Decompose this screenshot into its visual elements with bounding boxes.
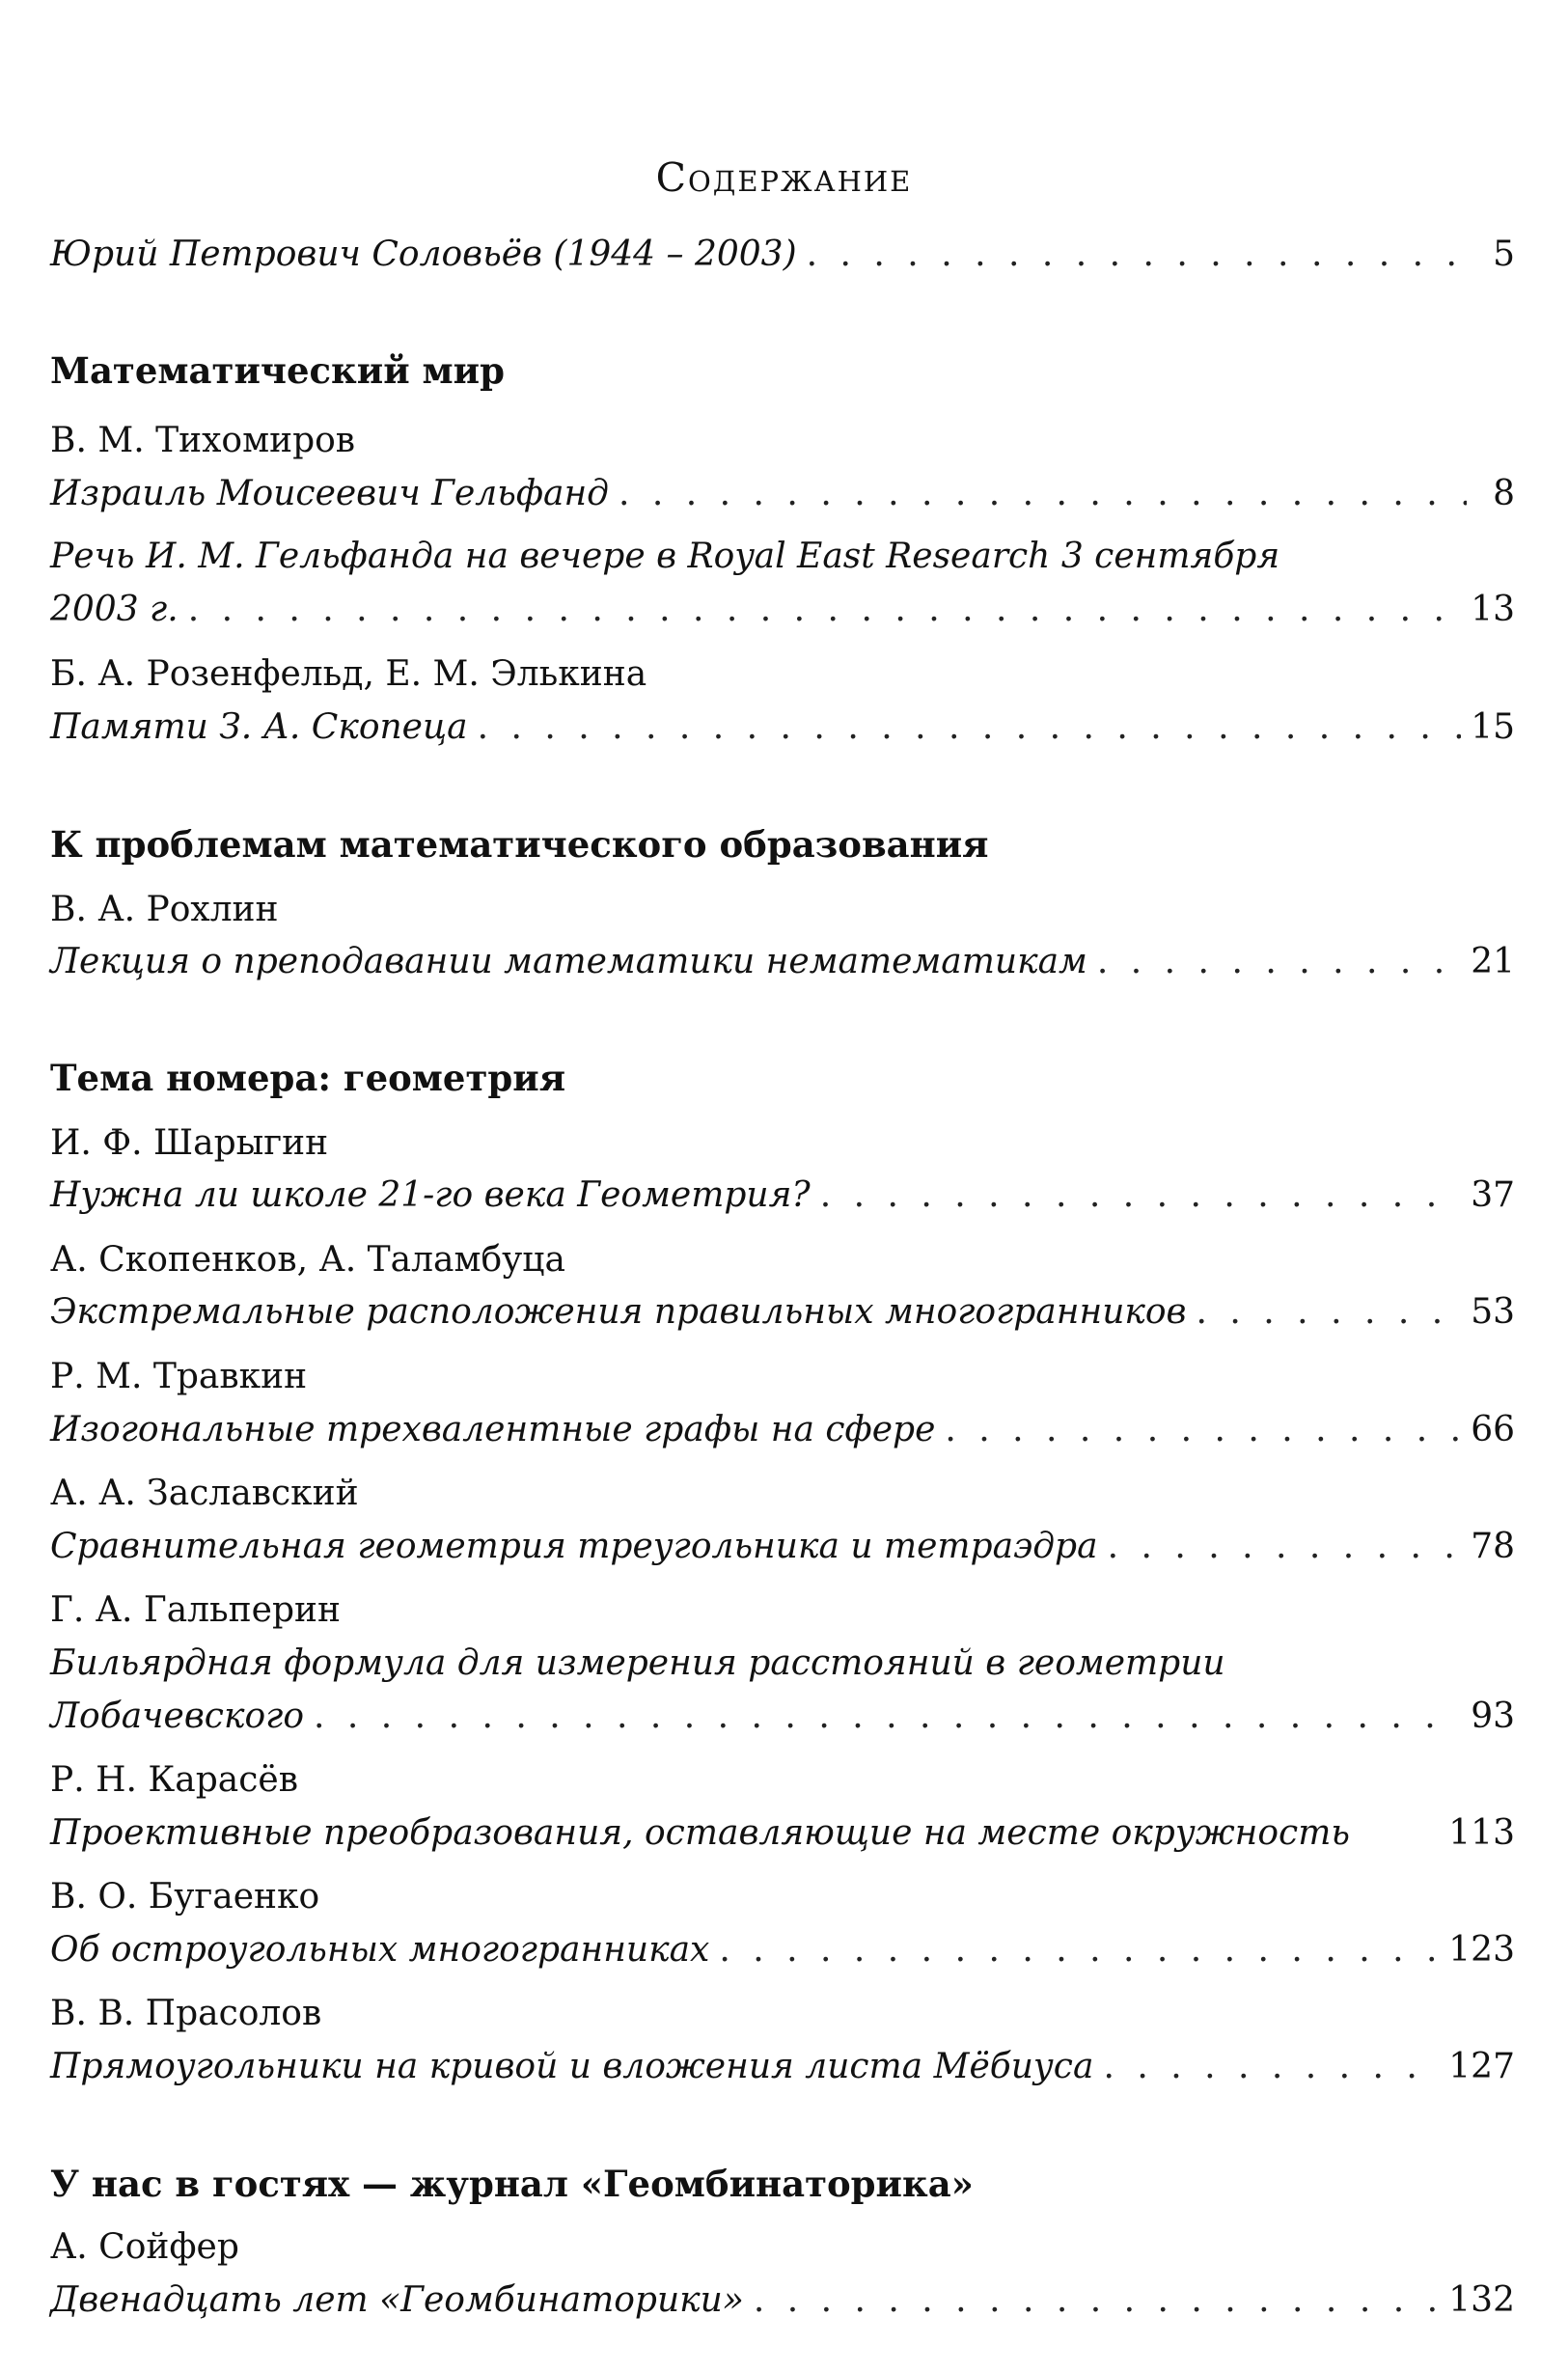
entry-page: 66 [1471,1410,1515,1449]
toc-entry[interactable] [50,2275,1515,2327]
toc-entry[interactable] [50,229,1515,281]
leader-dots [188,584,1461,636]
section-heading: К проблемам математического образования [50,823,989,866]
toc-entry[interactable] [50,1404,1515,1456]
author: В. О. Бугаенко [50,1877,320,1917]
entry-title: Сравнительная геометрия треугольника и тетраэдра [50,1527,1098,1566]
toc-entry[interactable] [50,1691,1515,1743]
author: Р. М. Травкин [50,1357,308,1396]
entry-page: 53 [1471,1292,1515,1332]
author: В. М. Тихомиров [50,421,356,460]
entry-title: Лобачевского [50,1696,305,1736]
author: В. А. Рохлин [50,890,279,929]
entry-title: 2003 г. [50,590,179,629]
section-heading: У нас в гостях — журнал «Геомбинаторика» [50,2163,974,2205]
leader-dots [807,229,1467,281]
entry-title: Экстремальные расположения правильных многогранников [50,1292,1187,1332]
author: Р. Н. Карасёв [50,1760,298,1800]
leader-dots [820,1170,1461,1222]
toc-entry[interactable] [50,702,1515,754]
author: А. Сойфер [50,2227,239,2267]
entry-page: 15 [1471,707,1515,747]
toc-entry[interactable] [50,1170,1515,1222]
leader-dots [945,1404,1461,1456]
leader-dots [1103,2041,1439,2093]
leader-dots [754,2275,1439,2327]
entry-title-line[interactable]: Речь И. М. Гельфанда на вечере в Royal East Research 3 сентября [50,537,1280,576]
leader-dots [619,468,1467,520]
entry-title: Об остроугольных многогранниках [50,1930,710,1970]
author: Б. А. Розенфельд, Е. М. Элькина [50,654,647,694]
toc-entry[interactable] [50,1286,1515,1338]
entry-page: 5 [1493,234,1515,274]
toc-entry[interactable] [50,584,1515,636]
author: А. Скопенков, А. Таламбуца [50,1240,565,1280]
entry-page: 93 [1471,1696,1515,1736]
entry-page: 8 [1493,474,1515,513]
page-title: Содержание [655,154,913,201]
toc-entry[interactable] [50,1924,1515,1976]
author: В. В. Прасолов [50,1994,322,2033]
leader-dots [1097,936,1461,988]
entry-title: Проективные преобразования, оставляющие на месте окружность [50,1813,1350,1853]
entry-page: 127 [1448,2047,1515,2086]
entry-title: Прямоугольники на кривой и вложения листа Мёбиуса [50,2047,1094,2086]
entry-title: Лекция о преподавании математики нематематикам [50,942,1087,981]
entry-page: 37 [1471,1175,1515,1215]
entry-title: Нужна ли школе 21-го века Геометрия? [50,1175,811,1215]
section-heading: Тема номера: геометрия [50,1057,566,1099]
leader-dots [719,1924,1439,1976]
leader-dots [1108,1521,1462,1573]
entry-page: 113 [1448,1813,1515,1853]
toc-entry[interactable] [50,936,1515,988]
leader-dots [478,702,1462,754]
entry-page: 13 [1471,590,1515,629]
toc-entry[interactable] [50,1521,1515,1573]
entry-page: 21 [1471,942,1515,981]
entry-title: Изогональные трехвалентные графы на сфере [50,1410,936,1449]
entry-title: Памяти З. А. Скопеца [50,707,468,747]
entry-page: 132 [1448,2280,1515,2320]
entry-title: Юрий Петрович Соловьёв (1944 – 2003) [50,234,797,274]
entry-title: Израиль Моисеевич Гельфанд [50,474,609,513]
leader-dots [1197,1286,1462,1338]
entry-page: 78 [1471,1527,1515,1566]
toc-entry[interactable] [50,2041,1515,2093]
entry-title-line[interactable]: Бильярдная формула для измерения расстояний в геометрии [50,1643,1225,1683]
entry-title: Двенадцать лет «Геомбинаторики» [50,2280,744,2320]
author: Г. А. Гальперин [50,1590,341,1630]
author: И. Ф. Шарыгин [50,1123,329,1163]
author: А. А. Заславский [50,1474,359,1513]
toc-entry[interactable] [50,468,1515,520]
section-heading: Математический мир [50,349,505,392]
entry-page: 123 [1448,1930,1515,1970]
leader-dots [314,1691,1461,1743]
toc-entry[interactable] [50,1807,1515,1860]
